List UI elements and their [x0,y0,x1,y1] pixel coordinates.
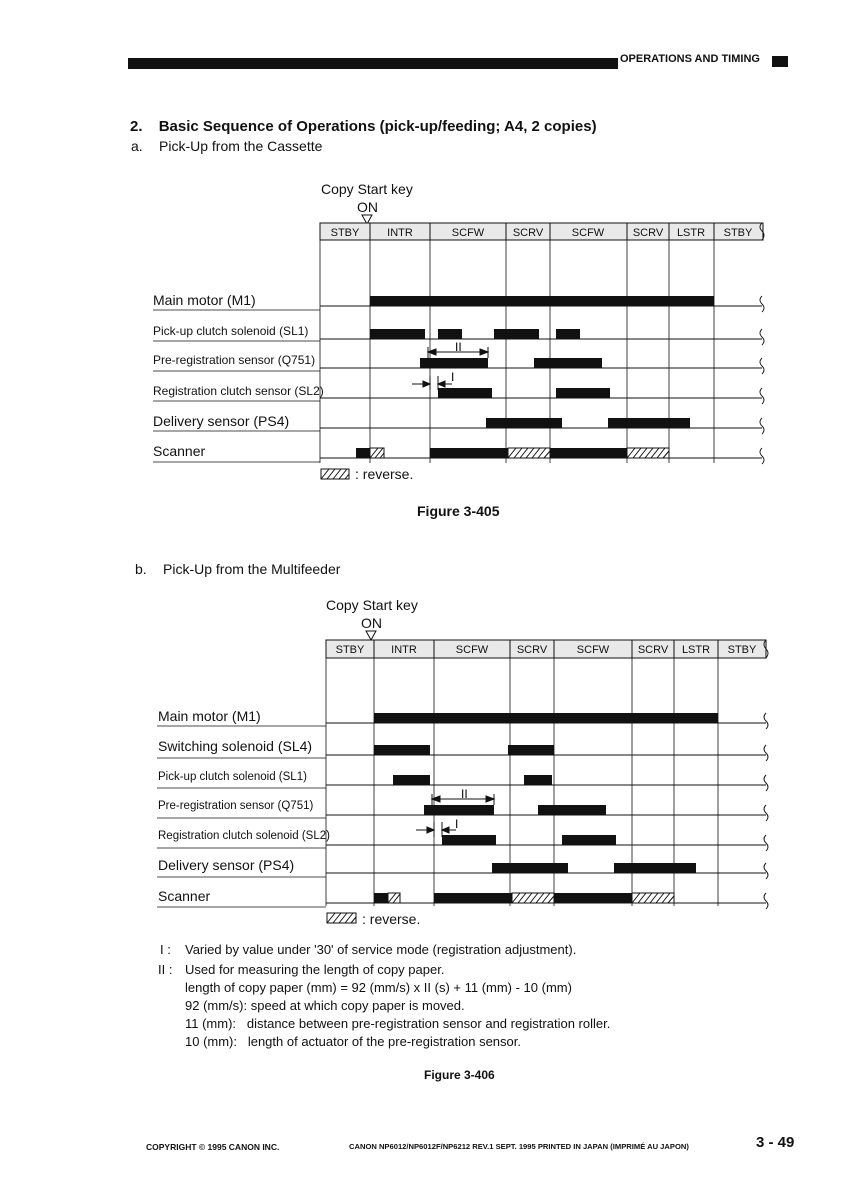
fig2-scanner-forward [434,893,512,903]
fig2-phase-label: SCFW [455,644,489,656]
fig1-signal-label: Delivery sensor (PS4) [153,413,290,429]
fig2-sl1-pulse [393,775,430,785]
fig1-subtitle-letter: a. [131,138,143,154]
fig1-signal-label: Pick-up clutch solenoid (SL1) [153,324,309,338]
fig1-marker-I-label: I [451,370,455,384]
fig1-phase-label: SCFW [451,227,485,239]
fig2-marker-II-label: II [461,787,468,801]
fig1-phase-label: STBY [330,227,360,239]
fig2-signal-label: Pick-up clutch solenoid (SL1) [158,771,307,783]
note-text: 92 (mm/s): speed at which copy paper is moved. [185,998,465,1013]
fig2-signal-label: Pre-registration sensor (Q751) [158,800,314,812]
fig1-phase-label: SCRV [512,227,544,239]
fig2-q751-pulse [538,805,606,815]
fig1-marker-II-label: II [455,340,462,354]
section-title: Basic Sequence of Operations (pick-up/feeding; A4, 2 copies) [158,118,597,135]
fig2-sl4-pulse [508,745,554,755]
fig2-start-arrow [366,631,376,640]
fig1-signal-label: Pre-registration sensor (Q751) [153,353,316,367]
fig2-phase-label: SCRV [637,644,669,656]
fig2-signal-label: Switching solenoid (SL4) [158,738,313,754]
fig2-ps4-pulse [614,863,696,873]
fig2-phase-label: SCFW [576,644,610,656]
fig2-phase-label: LSTR [681,644,711,656]
fig2-ps4-pulse [492,863,568,873]
fig2-scanner-forward [554,893,632,903]
header-section-title: OPERATIONS AND TIMING [620,53,760,65]
note-text: length of copy paper (mm) = 92 (mm/s) x II (s) + 11 (mm) - 10 (mm) [185,980,572,995]
fig2-legend-swatch [327,913,356,923]
note-text: Used for measuring the length of copy paper. [185,962,445,977]
fig1-signal-label: Registration clutch sensor (SL2) [153,384,324,398]
fig2-main-motor-on [374,713,718,723]
fig2-subtitle: Pick-Up from the Multifeeder [163,561,341,577]
fig2-start-on: ON [361,615,382,631]
fig1-signal-label: Scanner [153,443,206,459]
fig2-legend-text: : reverse. [362,911,421,927]
fig2-q751-pulse [424,805,494,815]
note-text: 11 (mm): distance between pre-registration sensor and registration roller. [185,1016,611,1031]
fig1-phase-label: STBY [723,227,753,239]
fig1-phase-label: LSTR [676,227,706,239]
fig2-sl2-pulse [562,835,616,845]
fig1-phase-label: SCFW [571,227,605,239]
page-number: 3 - 49 [756,1134,795,1151]
fig2-start-label: Copy Start key [326,597,418,613]
fig2-break-marks [764,640,768,909]
fig2-marker-I [416,822,456,837]
fig2-sl4-pulse [374,745,430,755]
fig2-signal-label: Main motor (M1) [158,708,261,724]
fig2-sl1-pulse [524,775,552,785]
fig2-scanner-forward [374,893,388,903]
fig1-legend-text: : reverse. [355,466,414,482]
fig2-phase-label: STBY [335,644,365,656]
note-text: 10 (mm): length of actuator of the pre-registration sensor. [185,1034,521,1049]
fig1-phase-label: SCRV [632,227,664,239]
footer-copyright: COPYRIGHT © 1995 CANON INC. [146,1142,280,1152]
fig1-caption: Figure 3-405 [417,503,500,519]
section-number: 2. [130,118,143,135]
fig2-phase-label: STBY [727,644,757,656]
fig2-signal-label: Registration clutch solenoid (SL2) [158,830,330,842]
fig1-start-on: ON [357,199,378,215]
fig2-sl2-pulse [442,835,496,845]
fig1-start-label: Copy Start key [321,181,413,197]
fig2-phase-label: INTR [391,644,417,656]
fig1-subtitle: Pick-Up from the Cassette [159,138,323,154]
fig2-marker-I-label: I [455,817,459,831]
fig2-signal-label: Scanner [158,888,211,904]
fig2-subtitle-letter: b. [135,561,147,577]
note-text: Varied by value under '30' of service mode (registration adjustment). [185,942,577,957]
footer-imprint: CANON NP6012/NP6012F/NP6212 REV.1 SEPT. 1995 PRINTED IN JAPAN (IMPRIMÉ AU JAPON) [349,1142,689,1151]
fig1-signal-label: Main motor (M1) [153,292,256,308]
fig2-caption: Figure 3-406 [424,1068,495,1082]
fig2-signal-label: Delivery sensor (PS4) [158,857,295,873]
note-key: I : [160,942,171,957]
fig2-phase-label: SCRV [516,644,548,656]
fig1-phase-label: INTR [387,227,413,239]
note-key: II : [158,962,173,977]
